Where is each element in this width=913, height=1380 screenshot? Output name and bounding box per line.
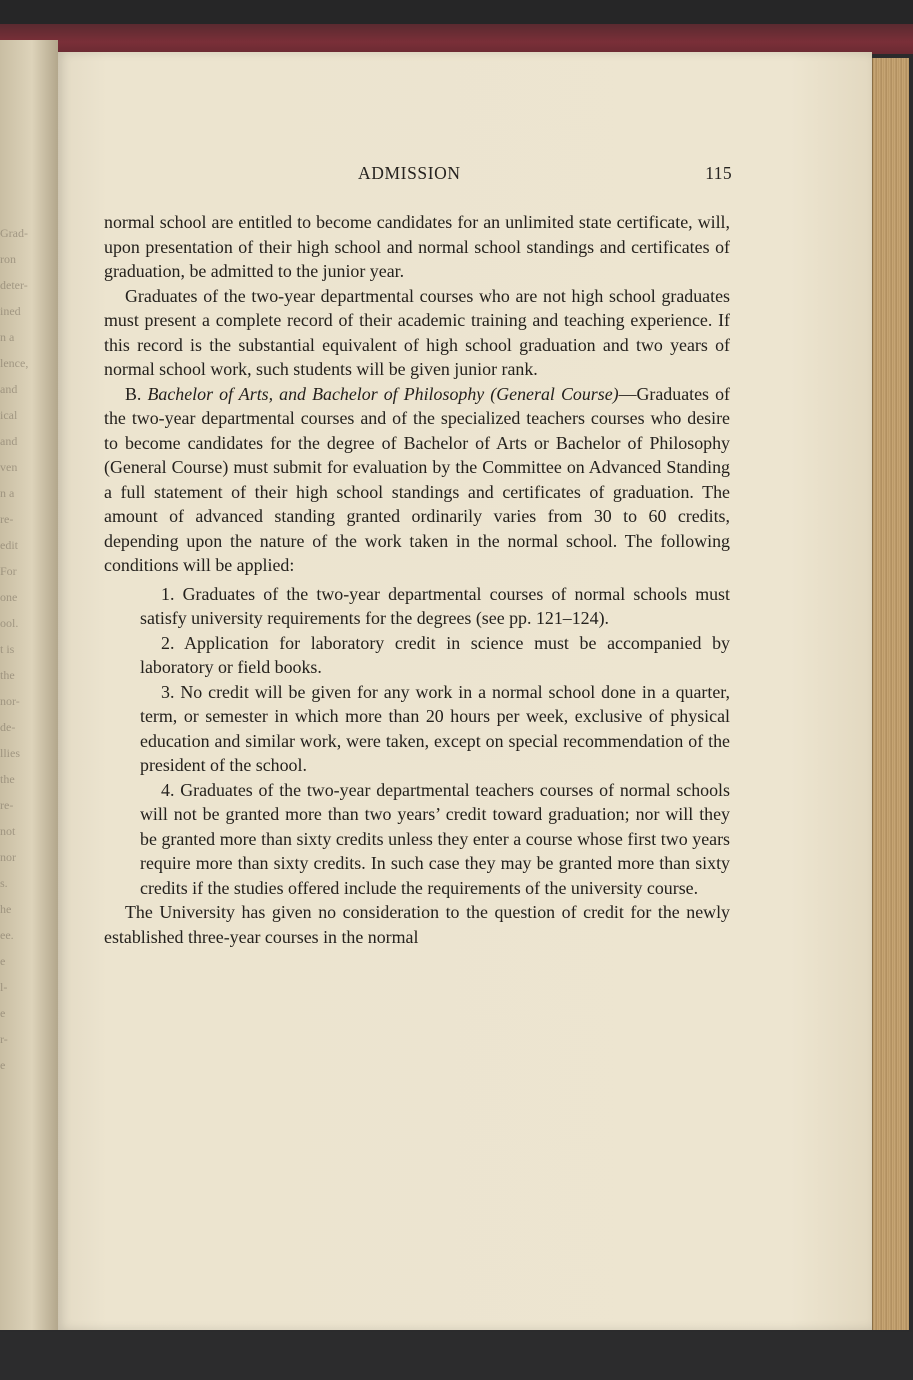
paragraph: normal school are entitled to become candidates for an unlimited state certificate, will, upon presentation of their high school and normal school standings and certificates of graduation, be admitted to the junior year. bbox=[104, 212, 730, 281]
left-page-fragment: t is bbox=[0, 642, 15, 656]
page-edges bbox=[872, 58, 909, 1330]
paragraph: The University has given no consideration to the question of credit for the newly established three-year courses in the normal bbox=[104, 902, 730, 947]
left-page-fragment: nor bbox=[0, 850, 16, 864]
left-page-fragment: the bbox=[0, 668, 15, 682]
left-page-fragment: deter- bbox=[0, 278, 28, 292]
book-cover-edge bbox=[0, 24, 913, 54]
left-page-fragment: l- bbox=[0, 980, 8, 994]
left-page-fragment: r- bbox=[0, 1032, 8, 1046]
bottom-background bbox=[0, 1332, 913, 1380]
left-page-fragment: s. bbox=[0, 876, 8, 890]
left-page-fragment: de- bbox=[0, 720, 16, 734]
left-page-fragment: ical bbox=[0, 408, 18, 422]
left-page-fragment: e bbox=[0, 1058, 6, 1072]
left-page-fragment: For bbox=[0, 564, 17, 578]
left-page-fragment: and bbox=[0, 434, 18, 448]
running-head-title: ADMISSION bbox=[358, 163, 461, 183]
left-page-text-fragments bbox=[0, 220, 40, 1078]
section-text: —Graduates of the two-year departmental courses and of the specialized teachers courses who desire to become candidates for the degree of Bachelor of Arts or Bachelor of Philosophy (General Course) must submit for evaluation by the Committee on Advanced Standing a full statement of their high school standings and certificates of graduation. The amount of advanced standing granted ordinarily varies from 30 to 60 credits, depending upon the nature of the work taken in the normal school. The following conditions will be applied: bbox=[104, 383, 730, 575]
list-item: 4. Graduates of the two-year departmental teachers courses of normal schools will not be granted more than two years’ credit toward graduation; nor will they be granted more than sixty credits unless they enter a course whose first two years require more than sixty credits. In such case they may be granted more than sixty credits if the studies offered include the requirements of the university course. bbox=[140, 779, 730, 898]
left-page-fragment: one bbox=[0, 590, 18, 604]
left-page-fragment: e bbox=[0, 1006, 6, 1020]
left-page-fragment: llies bbox=[0, 746, 20, 760]
left-page-fragment: he bbox=[0, 902, 12, 916]
left-page-fragment: not bbox=[0, 824, 16, 838]
left-page-fragment: lence, bbox=[0, 356, 29, 370]
left-page-margin bbox=[0, 40, 58, 1330]
body-text bbox=[104, 210, 730, 949]
left-page-fragment: re- bbox=[0, 512, 14, 526]
left-page-fragment: re- bbox=[0, 798, 14, 812]
list-item: 3. No credit will be given for any work in a normal school done in a quarter, term, or semester in which more than 20 hours per week, exclusive of physical education and similar work, were taken, except on special recommendation of the president of the school. bbox=[140, 681, 730, 775]
left-page-fragment: ined bbox=[0, 304, 21, 318]
left-page-fragment: Grad- bbox=[0, 226, 28, 240]
left-page-fragment: e bbox=[0, 954, 6, 968]
paragraph: Graduates of the two-year departmental courses who are not high school graduates must present a complete record of their academic training and teaching experience. If this record is the substantial equivalent of high school graduation and two years of normal school work, such students will be given junior rank. bbox=[104, 285, 730, 379]
left-page-fragment: n a bbox=[0, 486, 15, 500]
left-page-fragment: ven bbox=[0, 460, 18, 474]
left-page-fragment: n a bbox=[0, 330, 15, 344]
list-item: 2. Application for laboratory credit in science must be accompanied by laboratory or field books. bbox=[140, 632, 730, 677]
left-page-fragment: ool. bbox=[0, 616, 19, 630]
running-head bbox=[104, 163, 732, 187]
left-page-fragment: ee. bbox=[0, 928, 14, 942]
left-page-fragment: edit bbox=[0, 538, 18, 552]
left-page-fragment: ron bbox=[0, 252, 16, 266]
list-item: 1. Graduates of the two-year departmental courses of normal schools must satisfy university requirements for the degrees (see pp. 121–124). bbox=[140, 583, 730, 628]
left-page-fragment: nor- bbox=[0, 694, 20, 708]
page-number: 115 bbox=[705, 163, 732, 183]
section-label: B. bbox=[125, 383, 142, 404]
left-page-fragment: and bbox=[0, 382, 18, 396]
section-b-paragraph bbox=[104, 382, 730, 578]
left-page-fragment: the bbox=[0, 772, 15, 786]
section-heading: Bachelor of Arts, and Bachelor of Philosophy (General Course) bbox=[147, 383, 619, 404]
